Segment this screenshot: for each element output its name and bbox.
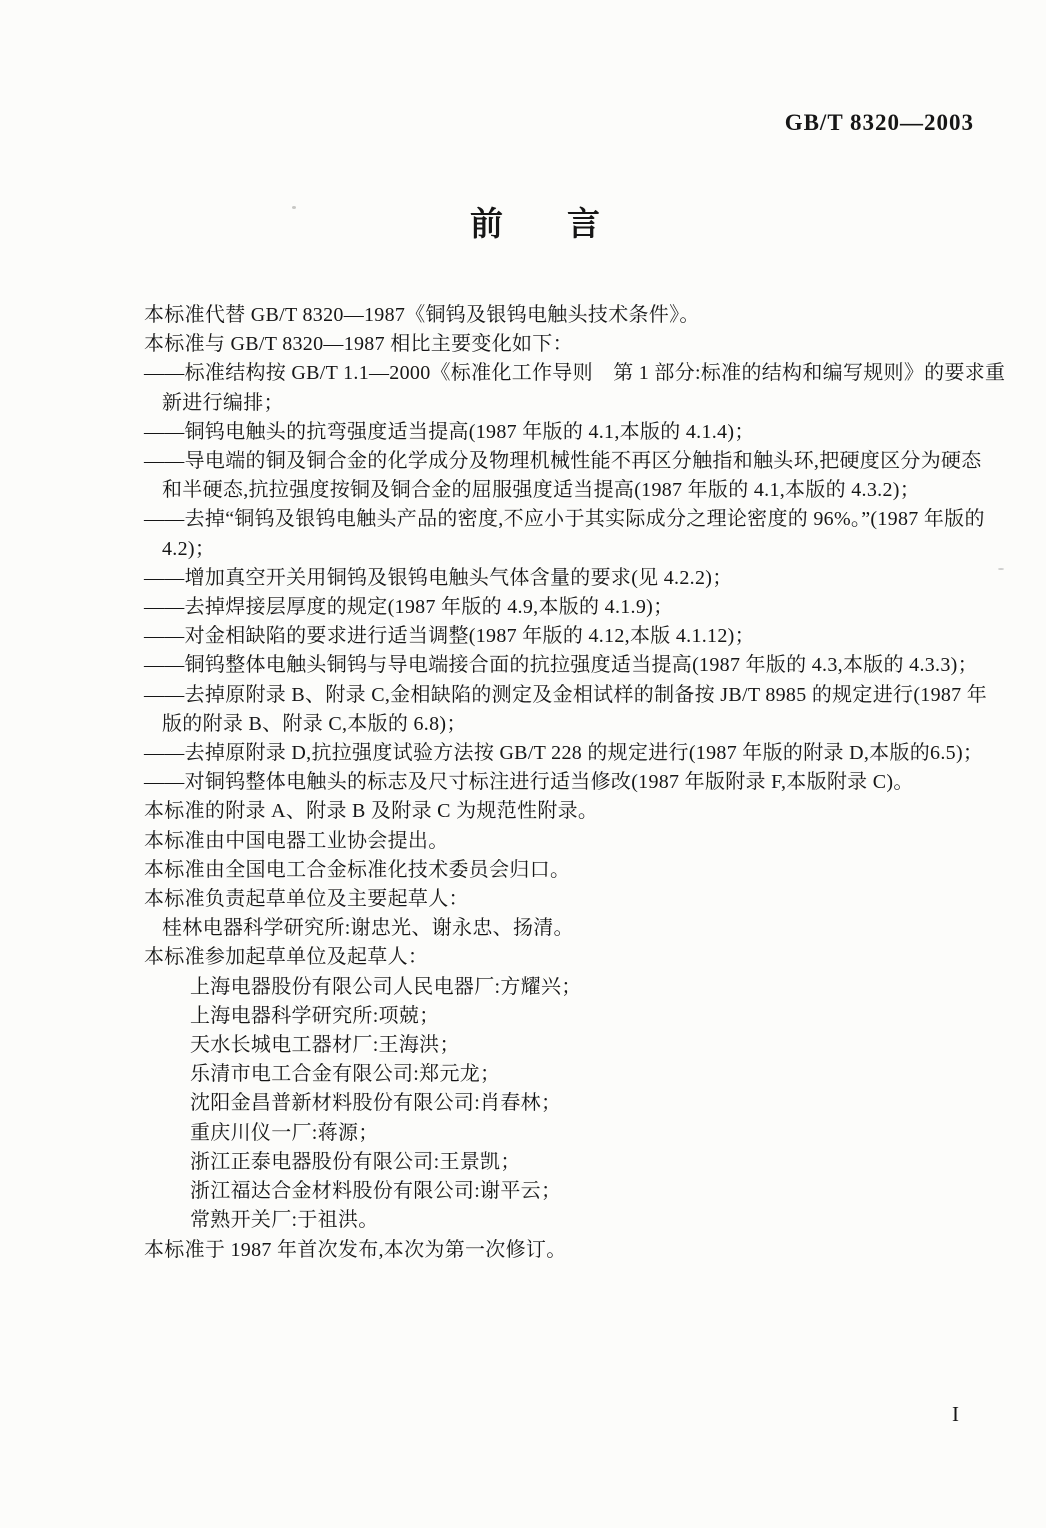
text-line: 和半硬态,抗拉强度按铜及铜合金的屈服强度适当提高(1987 年版的 4.1,本版的 4.3.2)；	[162, 479, 921, 502]
text-line: 本标准与 GB/T 8320—1987 相比主要变化如下：	[144, 333, 573, 356]
text-line: 本标准于 1987 年首次发布,本次为第一次修订。	[144, 1238, 567, 1261]
text-line: 版的附录 B、附录 C,本版的 6.8)；	[162, 712, 467, 735]
title-char: 前	[470, 205, 503, 242]
text-line: 浙江正泰电器股份有限公司:王景凯；	[190, 1150, 521, 1173]
text-line: ——去掉原附录 D,抗拉强度试验方法按 GB/T 228 的规定进行(1987 年版的附录 D,本版的6.5)；	[144, 742, 984, 765]
text-line: 本标准代替 GB/T 8320—1987《铜钨及银钨电触头技术条件》。	[144, 304, 700, 326]
text-line: ——铜钨整体电触头铜钨与导电端接合面的抗拉强度适当提高(1987 年版的 4.3,本版的 4.3.3)；	[144, 654, 978, 677]
text-line: ——对铜钨整体电触头的标志及尺寸标注进行适当修改(1987 年版附录 F,本版附录 C)。	[144, 771, 914, 794]
text-line: 桂林电器科学研究所:谢忠光、谢永忠、扬清。	[162, 917, 574, 940]
text-line: 乐清市电工合金有限公司:郑元龙；	[190, 1063, 501, 1086]
foreword-body	[144, 301, 1006, 1265]
text-line: 上海电器科学研究所:项兢；	[190, 1004, 440, 1027]
text-line: ——标准结构按 GB/T 1.1—2000《标准化工作导则 第 1 部分:标准的结构和编写规则》的要求重	[144, 362, 1006, 385]
page-number: I	[952, 1402, 959, 1426]
scan-speck	[998, 568, 1004, 570]
text-line: ——导电端的铜及铜合金的化学成分及物理机械性能不再区分触指和触头环,把硬度区分为硬态	[144, 450, 982, 473]
text-line: 4.2)；	[162, 537, 216, 560]
text-line: ——增加真空开关用铜钨及银钨电触头气体含量的要求(见 4.2.2)；	[144, 566, 733, 589]
text-line: ——去掉原附录 B、附录 C,金相缺陷的测定及金相试样的制备按 JB/T 8985 的规定进行(1987 年	[144, 683, 988, 706]
text-line: 重庆川仪一厂:蒋源；	[190, 1121, 379, 1144]
scan-speck	[292, 206, 296, 209]
text-line: ——对金相缺陷的要求进行适当调整(1987 年版的 4.12,本版 4.1.12)；	[144, 625, 755, 648]
standard-code: GB/T 8320—2003	[784, 110, 974, 135]
text-line: 上海电器股份有限公司人民电器厂:方耀兴；	[190, 975, 582, 998]
text-line: 本标准负责起草单位及主要起草人：	[144, 888, 469, 911]
text-line: 本标准由全国电工合金标准化技术委员会归口。	[144, 858, 571, 881]
text-line: ——去掉焊接层厚度的规定(1987 年版的 4.9,本版的 4.1.9)；	[144, 596, 674, 619]
text-line: 本标准参加起草单位及起草人：	[144, 946, 429, 969]
text-line: 浙江福达合金材料股份有限公司:谢平云；	[190, 1180, 562, 1203]
text-line: 本标准由中国电器工业协会提出。	[144, 829, 449, 852]
text-line: 沈阳金昌普新材料股份有限公司:肖春林；	[190, 1092, 562, 1115]
text-line: 天水长城电工器材厂:王海洪；	[190, 1034, 460, 1057]
text-line: 本标准的附录 A、附录 B 及附录 C 为规范性附录。	[144, 800, 599, 823]
page-title	[12, 198, 1046, 245]
text-line: 新进行编排；	[162, 391, 284, 414]
text-line: ——去掉“铜钨及银钨电触头产品的密度,不应小于其实际成分之理论密度的 96%。”(1987 年版的	[144, 508, 985, 531]
text-line: ——铜钨电触头的抗弯强度适当提高(1987 年版的 4.1,本版的 4.1.4)；	[144, 420, 755, 443]
text-line: 常熟开关厂:于祖洪。	[190, 1209, 379, 1232]
title-char: 言	[567, 205, 600, 242]
